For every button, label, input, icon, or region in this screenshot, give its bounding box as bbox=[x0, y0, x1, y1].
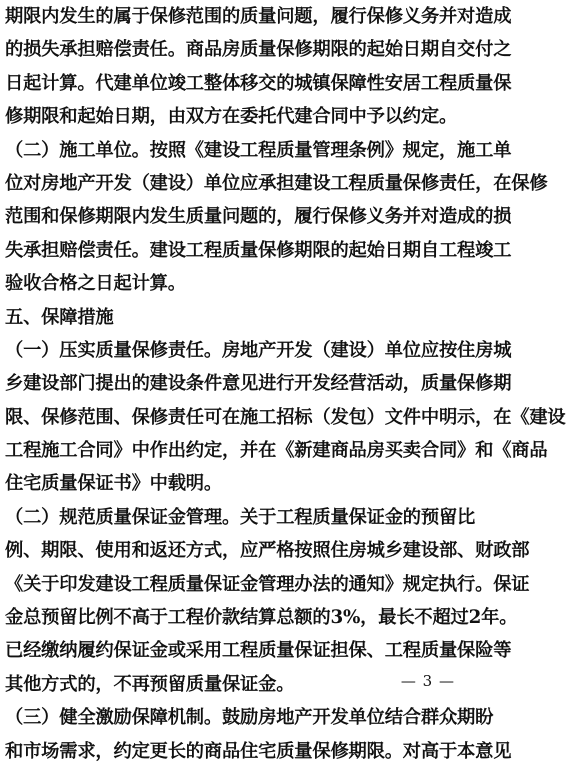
text-line: （二）施工单位。按照《建设工程质量管理条例》规定，施工单 bbox=[5, 139, 512, 161]
text-line: （二）规范质量保证金管理。关于工程质量保证金的预留比 bbox=[5, 506, 476, 528]
text-line: 日起计算。代建单位竣工整体移交的城镇保障性安居工程质量保 bbox=[5, 72, 512, 94]
page-number: — 3 — bbox=[400, 672, 455, 690]
text-line: 《关于印发建设工程质量保证金管理办法的通知》规定执行。保证 bbox=[5, 573, 530, 595]
text-line: 位对房地产开发（建设）单位应承担建设工程质量保修责任，在保修 bbox=[5, 172, 548, 194]
section-heading: 五、保障措施 bbox=[5, 306, 114, 328]
text-line: 工程施工合同》中作出约定，并在《新建商品房买卖合同》和《商品 bbox=[5, 440, 548, 462]
text-line: 的损失承担赔偿责任。商品房质量保修期限的起始日期自交付之 bbox=[5, 39, 512, 61]
text-line: 住宅质量保证书》中载明。 bbox=[5, 473, 222, 495]
text-line: 乡建设部门提出的建设条件意见进行开发经营活动，质量保修期 bbox=[5, 373, 512, 395]
text-line: 失承担赔偿责任。建设工程质量保修期限的起始日期自工程竣工 bbox=[5, 239, 512, 261]
text-line: 例、期限、使用和返还方式，应严格按照住房城乡建设部、财政部 bbox=[5, 540, 530, 562]
text-line: 和市场需求，约定更长的商品住宅质量保修期限。对高于本意见 bbox=[5, 740, 512, 762]
text-line: 期限内发生的属于保修范围的质量问题，履行保修义务并对造成 bbox=[5, 6, 512, 27]
text-line: 其他方式的，不再预留质量保证金。 bbox=[5, 673, 295, 695]
text-line: 限、保修范围、保修责任可在施工招标（发包）文件中明示，在《建设 bbox=[5, 406, 566, 428]
text-line: 修期限和起始日期，由双方在委托代建合同中予以约定。 bbox=[5, 106, 458, 128]
text-line: 范围和保修期限内发生质量问题的，履行保修义务并对造成的损 bbox=[5, 206, 512, 228]
text-line: （一）压实质量保修责任。房地产开发（建设）单位应按住房城 bbox=[5, 339, 512, 361]
text-line: 已经缴纳履约保证金或采用工程质量保证担保、工程质量保险等 bbox=[5, 640, 512, 662]
text-line: 验收合格之日起计算。 bbox=[5, 273, 186, 295]
text-line: （三）健全激励保障机制。鼓励房地产开发单位结合群众期盼 bbox=[5, 707, 494, 729]
text-line: 金总预留比例不高于工程价款结算总额的3%，最长不超过2年。 bbox=[5, 607, 518, 629]
body-text bbox=[5, 0, 566, 768]
